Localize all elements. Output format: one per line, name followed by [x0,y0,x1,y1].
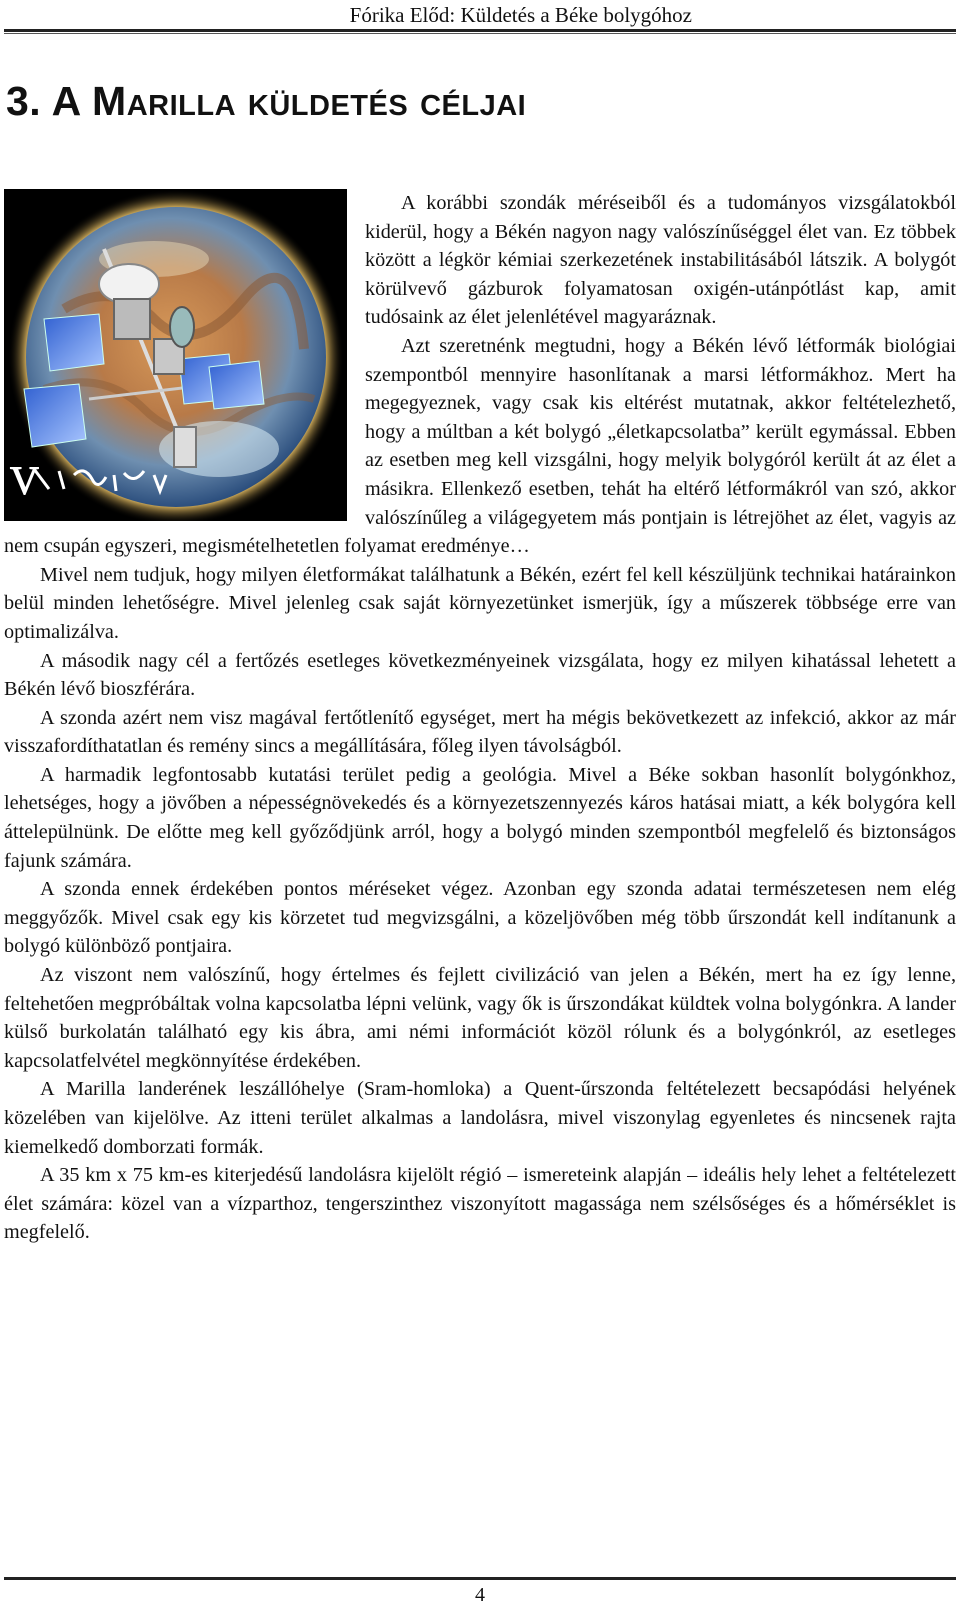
footer-rule [4,1577,956,1580]
header-rule [4,29,956,32]
paragraph: A 35 km x 75 km-es kiterjedésű landolásra kijelölt régió – ismereteink alapján – ideális hely lehet a feltételezett élet számára: közel van a vízparthoz, tengerszinthez viszonyított magassága nem szélsőséges és a hőmérséklet is megfelelő. [4,1164,956,1244]
paragraph: A Marilla landerének leszállóhelye (Sram-homloka) a Quent-űrszonda feltételezett becsapódási helyének közelében van kijelölve. Az itteni terület alkalmas a landolásra, mivel viszonylag egyenletes és nincsenek rajta kiemelkedő domborzati formák. [4,1078,956,1158]
running-title: Fórika Előd: Küldetés a Béke bolygóhoz [349,3,692,27]
page-number: 4 [475,1584,485,1606]
paragraph: A második nagy cél a fertőzés esetleges következményeinek vizsgálata, hogy ez milyen kihatással lehetett a Békén lévő bioszférára. [4,649,956,701]
planet-probe-illustration [4,189,347,521]
paragraph: A korábbi szondák méréseiből és a tudományos vizsgálatokból kiderül, hogy a Békén nagyon nagy valószínűséggel élet van. Ez többek között a légkör kémiai szerkezetének instabilitásából látszik. A bolygót körülvevő gázburok folyamatosan oxigén-utánpótlást kap, amit tudósaink az élet jelenlétével magyaráznak. [365,192,956,329]
paragraph: Azt szeretnénk megtudni, hogy a Békén lévő létformák biológiai szempontból mennyire hasonlítanak a marsi létformákhoz. Mert ha megegyeznek, vagy csak kis eltérést mutatnak, akkor feltételezhető, hogy a múltban a két bolygó „életkapcsolatba” került egymással. Ebben az esetben meg kell vizsgálni, hogy melyik bolygóról került át az élet a másikra. Ellenkező esetben, tehát ha eltérő létformákról van szó, akkor valószínűleg a világegyetem más pontjain is létrejöhet az élet, vagyis az nem csupán egyszeri, megismételhetetlen folyamat eredménye… [4,334,956,558]
paragraph: A szonda azért nem visz magával fertőtlenítő egységet, mert ha mégis bekövetkezett az infekció, akkor az már visszafordíthatatlan és remény sincs a megállítására, főleg ilyen távolságból. [4,706,956,758]
body-text [4,189,956,1247]
paragraph: Az viszont nem valószínű, hogy értelmes és fejlett civilizáció van jelen a Békén, mert ha ez így lenne, feltehetően megpróbáltak volna kapcsolatba lépni velünk, vagy ők is űrszondákat küldtek volna bolygónkra. A lander külső burkolatán található egy kis ábra, ami némi információt közöl rólunk és a bolygónkról, az esetleges kapcsolatfelvétel megkönnyítése érdekében. [4,964,956,1072]
paragraph: A szonda ennek érdekében pontos méréseket végez. Azonban egy szonda adatai természetesen nem elég meggyőzők. Mivel csak egy kis körzetet tud megvizsgálni, a közeljövőben még több űrszondát kell indítanunk a bolygó különböző pontjaira. [4,878,956,958]
planet-probe-image [4,189,347,521]
paragraph: A harmadik legfontosabb kutatási terület pedig a geológia. Mivel a Béke sokban hasonlít bolygónkhoz, lehetséges, hogy a jövőben a népességnövekedés és a környezetszennyezés káros hatásai miatt, a kék bolygóra kell áttelepülnünk. De előtte meg kell győződjünk arról, hogy a bolygó minden szempontból megfelelő és biztonságos fajunk számára. [4,763,956,872]
svg-text:V: V [10,458,39,503]
chapter-title: 3. A Marilla küldetés céljai [6,78,527,124]
running-header [0,0,960,27]
paragraph: Mivel nem tudjuk, hogy milyen életformákat találhatunk a Békén, ezért fel kell készüljünk technikai határainkon belül minden lehetőségre. Mivel jelenleg csak saját környezetünket ismerjük, így a műszerek többsége erre van optimalizálva. [4,563,956,643]
header-rule-thin [4,33,956,34]
